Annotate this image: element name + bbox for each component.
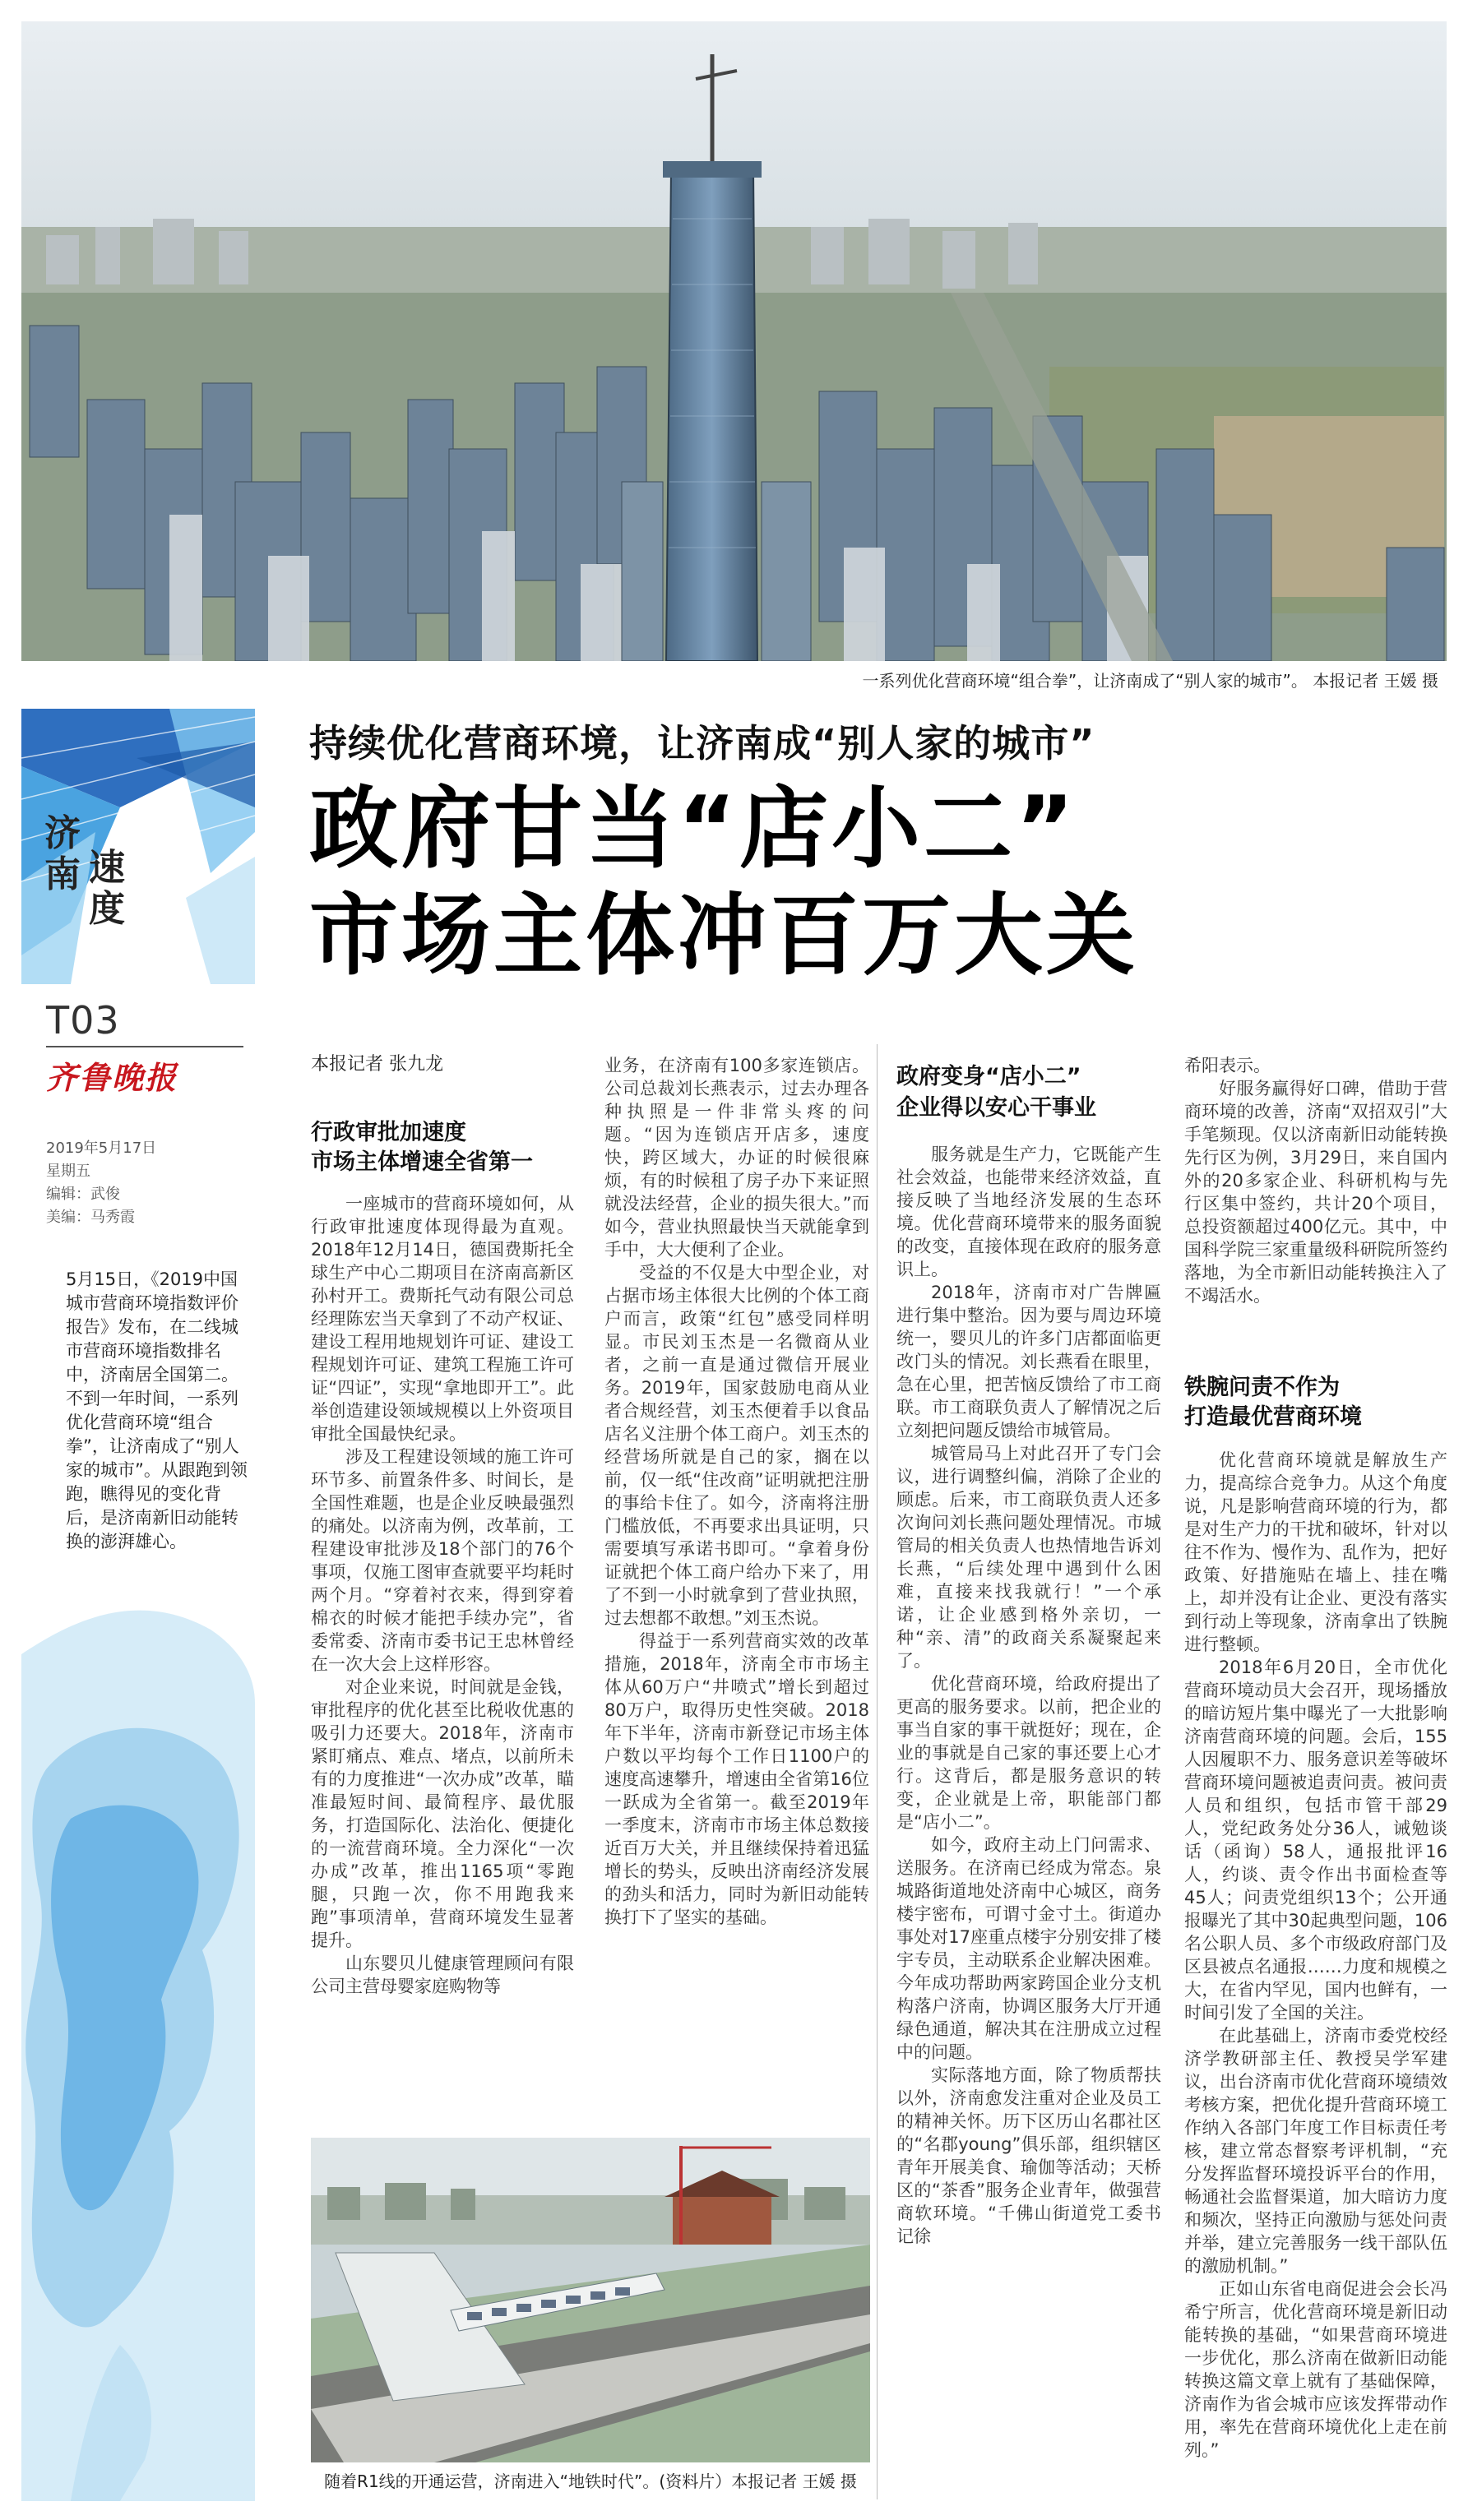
issue-date: 2019年5月17日	[46, 1140, 157, 1157]
column-divider	[877, 1044, 878, 2499]
paragraph: 服务就是生产力，它既能产生社会效益，也能带来经济效益，直接反映了当地经济发展的生态环境。优化营商环境带来的服务面貌的改变，直接体现在政府的服务意识上。	[896, 1144, 1161, 1279]
paragraph: 好服务赢得好口碑，借助于营商环境的改善，济南“双招双引”大手笔频现。仅以济南新旧动能转换先行区为例，3月29日，来自国内外的20多家企业、科研机构与先行区集中签约，共计20个项目，总投资额超过400亿元。其中，中国科学院三家重量级科研院所签约落地，为全市新旧动能转换注入了不竭活水。	[1184, 1079, 1447, 1306]
paragraph: 2018年6月20日，全市优化营商环境动员大会召开，现场播放的暗访短片集中曝光了一大批影响济南营商环境的问题。会后，155人因履职不力、服务意识差等破坏营商环境问题被追责问责。被问责人员和组织，包括市管干部29人，党纪政务处分36人，诫勉谈话（函询）58人，通报批评16人，约谈、责令作出书面检查等45人；问责党组织13个；公开通报曝光了其中30起典型问题，106名公职人员、多个市级政府部门及区县被点名通报……力度和规模之大，在省内罕见，国内也鲜有，一时间引发了全国的关注。	[1184, 1658, 1447, 2023]
paragraph: 山东婴贝儿健康管理顾问有限公司主营母婴家庭购物等	[311, 1954, 574, 1996]
section-title-char: 济	[44, 812, 81, 854]
article-column-4-bottom	[1184, 1449, 1447, 2499]
metro-photo-caption: 随着R1线的开通运营，济南进入“地铁时代”。(资料片）本报记者 王媛 摄	[324, 2471, 857, 2491]
col1-subhead-line1: 行政审批加速度	[311, 1120, 466, 1145]
paragraph: 实际落地方面，除了物质帮扶以外，济南愈发注重对企业及员工的精神关怀。历下区历山名郡社区的“名郡young”俱乐部，组织辖区青年开展美食、瑜伽等活动；天桥区的“茶香”服务企业青年，做强营商软环境。“千佛山街道党工委书记徐	[896, 2065, 1161, 2246]
article-column-1	[311, 1192, 574, 2129]
paragraph: 业务，在济南有100多家连锁店。公司总裁刘长燕表示，过去办理各种执照是一件非常头疼的问题。“因为连锁店开店多，速度快，跨区域大，办证的时候很麻烦，有的时候租了房子办下来证照就没法经营，企业的损失很大。”而如今，营业执照最快当天就能拿到手中，大大便利了企业。	[604, 1056, 869, 1260]
article-byline: 本报记者 张九龙	[311, 1054, 443, 1075]
paragraph: 得益于一系列营商实效的改革措施，2018年，济南全市市场主体从60万户“井喷式”增长到超过80万户，取得历史性突破。2018年下半年，济南市新登记市场主体户数以平均每个工作日1100户的速度高速攀升，增速由全省第16位一跃成为全省第一。截至2019年一季度末，济南市市场主体总数接近百万大关，并且继续保持着迅猛增长的势头，反映出济南经济发展的劲头和活力，同时为新旧动能转换打下了坚实的基础。	[604, 1631, 869, 1927]
top-photo-caption: 一系列优化营商环境“组合拳”，让济南成了“别人家的城市”。 本报记者 王媛 摄	[862, 671, 1438, 691]
paragraph: 2018年，济南市对广告牌匾进行集中整治。因为要与周边环境统一，婴贝儿的许多门店都面临更改门头的情况。刘长燕看在眼里，急在心里，把苦恼反馈给了市工商联。市工商联负责人了解情况之后立刻把问题反馈给市城管局。	[896, 1283, 1161, 1440]
top-skyline-photo	[21, 21, 1447, 661]
paragraph: 优化营商环境，给政府提出了更高的服务要求。以前，把企业的事当自家的事干就挺好；现在，企业的事就是自己家的事还要上心才行。这背后，都是服务意识的转变，企业就是上帝，职能部门都是“店小二”。	[896, 1674, 1161, 1832]
article-column-2	[604, 1054, 869, 2129]
newspaper-logo: 齐鲁晚报	[46, 1059, 178, 1096]
paragraph: 涉及工程建设领域的施工许可环节多、前置条件多、时间长，是全国性难题，也是企业反映最强烈的痛处。以济南为例，改革前，工程建设审批涉及18个部门的76个事项，仅施工图审查就要平均耗时两个月。“穿着衬衣来，得到穿着棉衣的时候才能把手续办完”，省委常委、济南市委书记王忠林曾经在一次大会上这样形容。	[311, 1447, 574, 1674]
jinan-map-graphic	[21, 1556, 255, 2501]
section-title-char: 南	[44, 853, 81, 895]
paragraph: 在此基础上，济南市委党校经济学教研部主任、教授吴学军建议，出台济南市优化营商环境绩效考核方案，把优化提升营商环境工作纳入各部门年度工作目标责任考核，建立常态督察考评机制，“充分发挥监督环境投诉平台的作用，畅通社会监督渠道，加大暗访力度和频次，坚持正向激励与惩处问责并举，建立完善服务一线干部队伍的激励机制。”	[1184, 2026, 1447, 2276]
article-headline-line1: 政府甘当“店小二”	[309, 778, 1077, 881]
col4-subhead-line1: 铁腕问责不作为	[1184, 1375, 1340, 1400]
article-headline-line2: 市场主体冲百万大关	[309, 885, 1139, 987]
article-column-3	[896, 1143, 1161, 2499]
col4-subhead-line2: 打造最优营商环境	[1184, 1404, 1362, 1430]
logo-divider	[46, 1046, 243, 1047]
issue-weekday: 星期五	[46, 1163, 90, 1180]
designer-credit: 美编：马秀霞	[46, 1209, 135, 1226]
paragraph: 对企业来说，时间就是金钱，审批程序的优化甚至比税收优惠的吸引力还要大。2018年，济南市紧盯痛点、难点、堵点，以前所未有的力度推进“一次办成”改革，瞄准最短时间、最简程序、最优服务，打造国际化、法治化、便捷化的一流营商环境。全力深化“一次办成”改革，推出1165项“零跑腿，只跑一次，你不用跑我来跑”事项清单，营商环境发生显著提升。	[311, 1677, 574, 1950]
page-number: T03	[46, 998, 120, 1043]
metro-illustration	[311, 2138, 870, 2462]
skyline-illustration	[21, 21, 1447, 661]
paragraph: 优化营商环境就是解放生产力，提高综合竞争力。从这个角度说，凡是影响营商环境的行为，都是对生产力的干扰和破坏，针对以往不作为、慢作为、乱作为，把好政策、好措施贴在墙上、挂在嘴上，却并没有让企业、更没有落实到行动上等现象，济南拿出了铁腕进行整顿。	[1184, 1450, 1447, 1654]
map-illustration	[21, 1556, 255, 2501]
paragraph: 如今，政府主动上门问需求、送服务。在济南已经成为常态。泉城路街道地处济南中心城区，商务楼宇密布，可谓寸金寸土。街道办事处对17座重点楼宇分别安排了楼宇专员，主动联系企业解决困难。今年成功帮助两家跨国企业分支机构落户济南，协调区服务大厅开通绿色通道，解决其在注册成立过程中的问题。	[896, 1835, 1161, 2062]
editor-credit: 编辑：武俊	[46, 1186, 120, 1203]
paragraph: 城管局马上对此召开了专门会议，进行调整纠偏，消除了企业的顾虑。后来，市工商联负责人还多次询问刘长燕问题处理情况。市城管局的相关负责人也热情地告诉刘长燕，“后续处理中遇到什么困难，直接来找我就行！”一个承诺，让企业感到格外亲切，一种“亲、清”的政商关系凝聚起来了。	[896, 1444, 1161, 1671]
metro-photo	[311, 2138, 870, 2462]
paragraph: 希阳表示。	[1184, 1056, 1271, 1075]
paragraph: 一座城市的营商环境如何，从行政审批速度体现得最为直观。2018年12月14日，德国费斯托全球生产中心二期项目在济南高新区孙村开工。费斯托气动有限公司总经理陈宏当天拿到了不动产权证、建设工程用地规划许可证、建设工程规划许可证、建筑工程施工许可证“四证”，实现“拿地即开工”。此举创造建设领域规模以上外资项目审批全国最快纪录。	[311, 1194, 574, 1444]
article-column-4-top	[1184, 1054, 1447, 1350]
col3-subhead-line1: 政府变身“店小二”	[896, 1064, 1081, 1089]
section-title-char: 速	[89, 847, 125, 889]
sidebar-summary: 5月15日，《2019中国城市营商环境指数评价报告》发布，在二线城市营商环境指数排名中，济南居全国第二。不到一年时间，一系列优化营商环境“组合拳”，让济南成了“别人家的城市”。从跟跑到领跑，瞧得见的变化背后，是济南新旧动能转换的澎湃雄心。	[66, 1269, 248, 1551]
col1-subhead-line2: 市场主体增速全省第一	[311, 1149, 533, 1175]
col3-subhead-line2: 企业得以安心干事业	[896, 1095, 1096, 1121]
article-subheadline: 持续优化营商环境，让济南成“别人家的城市”	[309, 721, 1095, 765]
paragraph: 正如山东省电商促进会会长冯希宁所言，优化营商环境是新旧动能转换的基础，“如果营商环境进一步优化，那么济南在做新旧动能转换这篇文章上就有了基础保障，济南作为省会城市应该发挥带动作用，率先在营商环境优化上走在前列。”	[1184, 2279, 1447, 2460]
section-title-char: 度	[89, 888, 125, 930]
section-banner	[21, 709, 255, 984]
sidebar	[21, 709, 255, 2501]
paragraph: 受益的不仅是大中型企业，对占据市场主体很大比例的个体工商户而言，政策“红包”感受同样明显。市民刘玉杰是一名微商从业者，之前一直是通过微信开展业务。2019年，国家鼓励电商从业者合规经营，刘玉杰便着手以食品店名义注册个体工商户。刘玉杰的经营场所就是自己的家，搁在以前，仅一纸“住改商”证明就把注册的事给卡住了。如今，济南将注册门槛放低，不再要求出具证明，只需要填写承诺书即可。“拿着身份证就把个体工商户给办下来了，用了不到一小时就拿到了营业执照，过去想都不敢想。”刘玉杰说。	[604, 1263, 869, 1628]
